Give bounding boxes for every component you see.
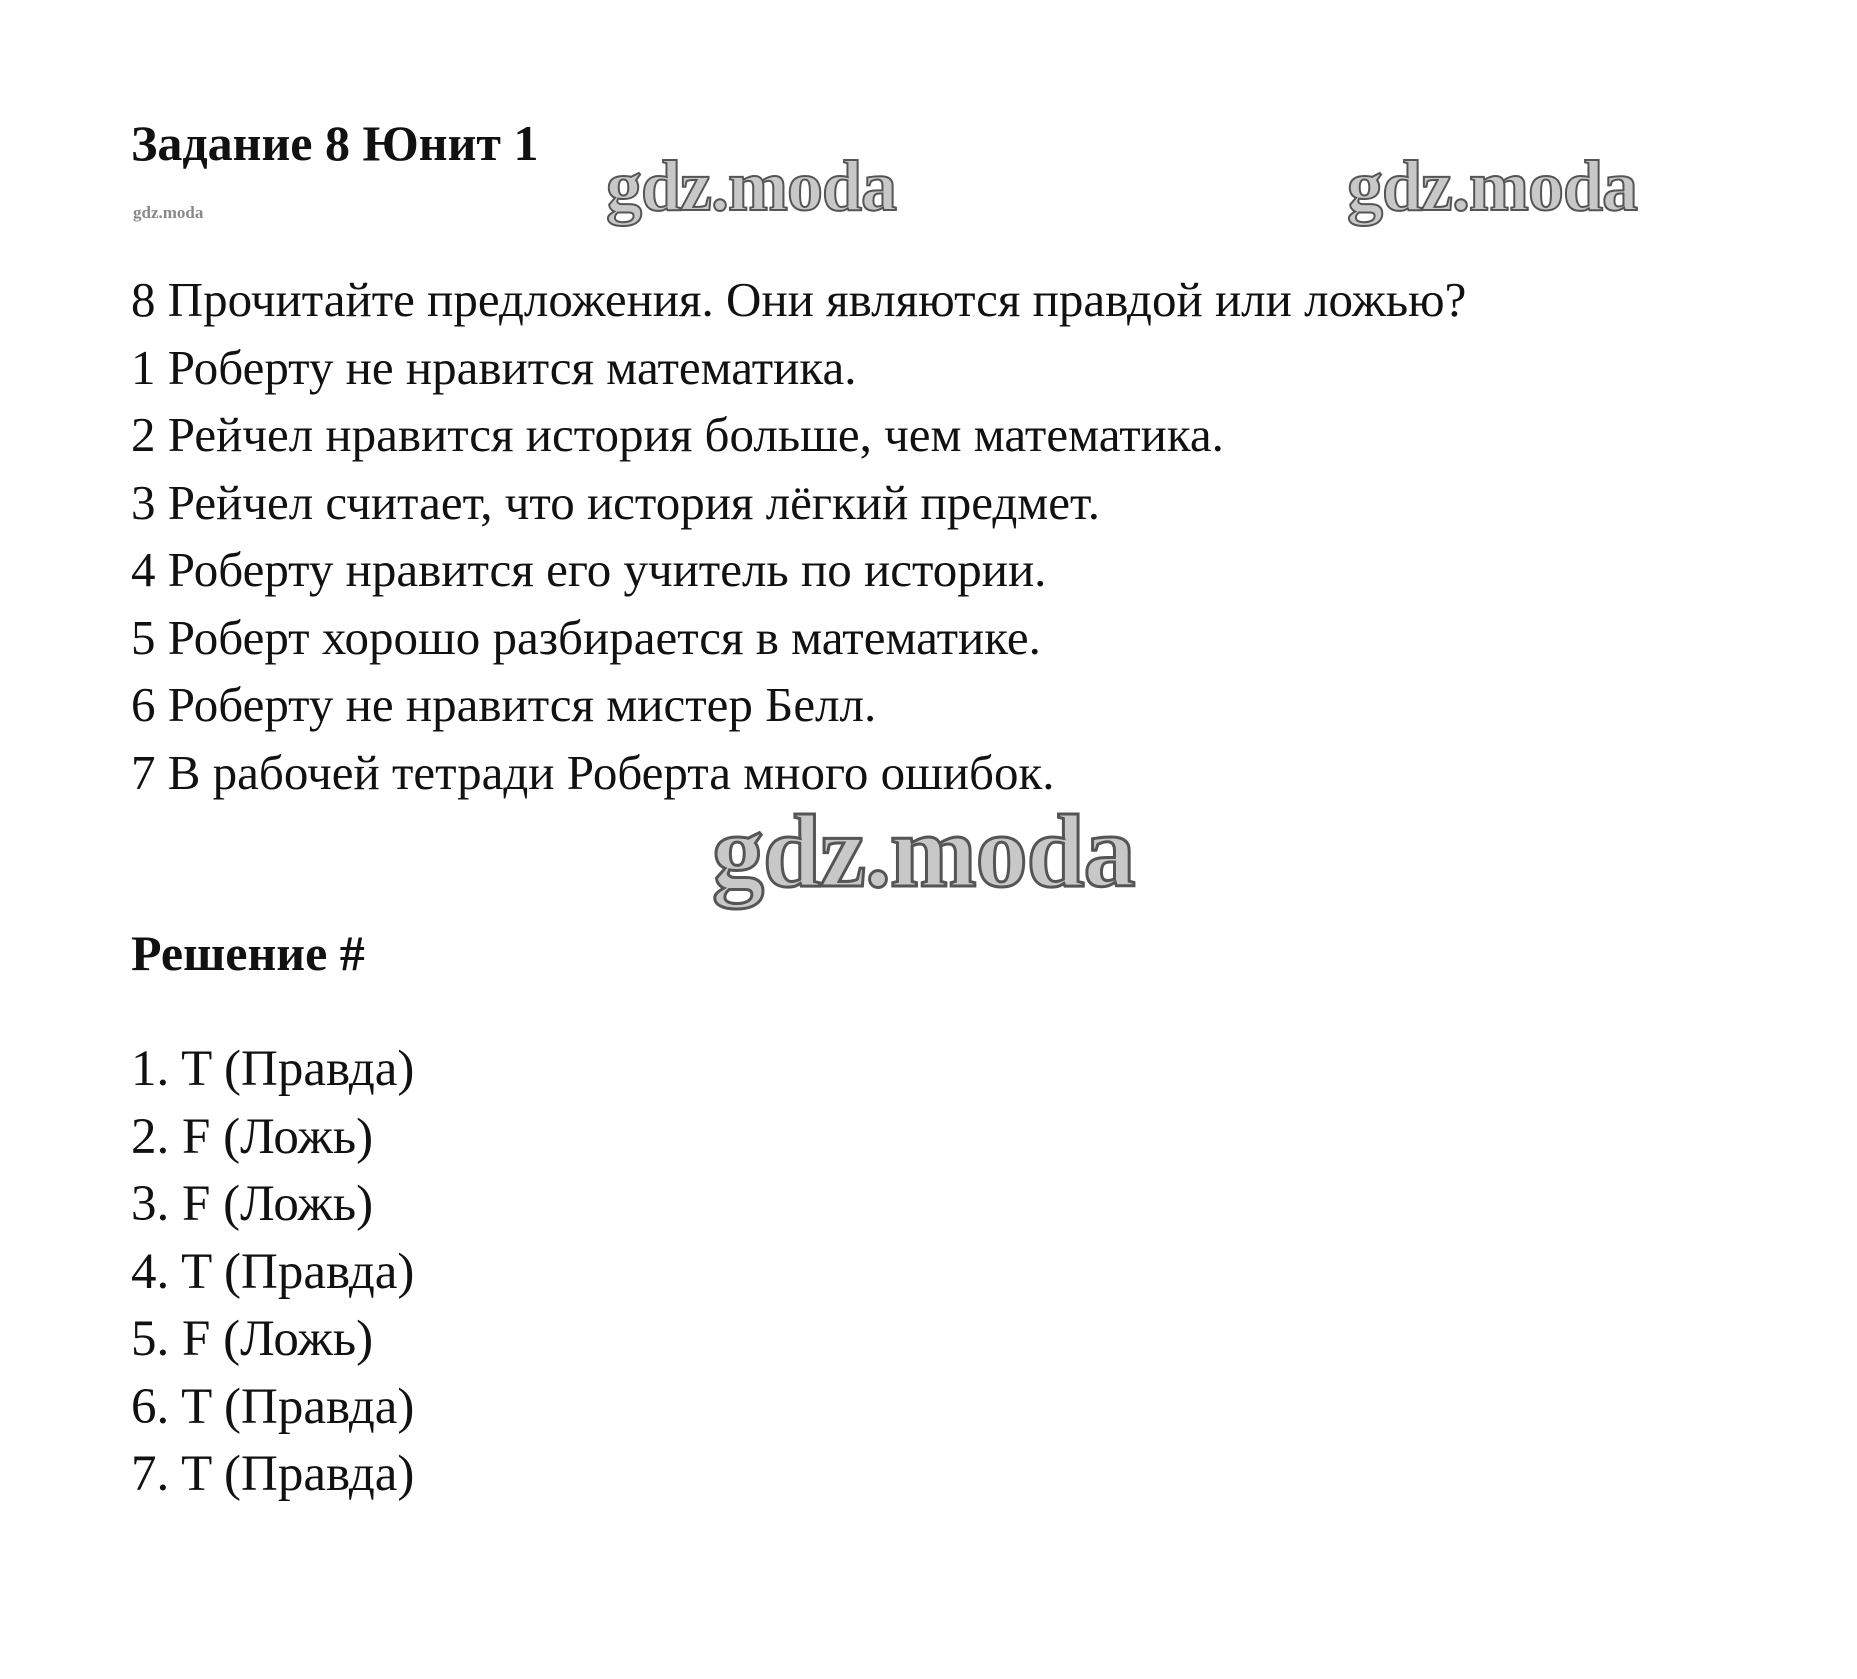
answer-item: 1. T (Правда) (131, 1041, 415, 1097)
watermark-center: gdz.moda (712, 794, 1135, 909)
small-watermark: gdz.moda (133, 203, 204, 222)
question-item: 1 Роберту не нравится математика. (131, 339, 857, 395)
question-item: 7 В рабочей тетради Роберта много ошибок. (131, 744, 1055, 800)
question-item: 3 Рейчел считает, что история лёгкий предмет. (131, 474, 1100, 530)
question-item: 6 Роберту не нравится мистер Белл. (131, 677, 877, 732)
solution-title: Решение # (131, 925, 365, 981)
question-item: 5 Роберт хорошо разбирается в математике. (131, 609, 1041, 665)
answer-item: 3. F (Ложь) (131, 1176, 374, 1232)
answer-item: 6. T (Правда) (131, 1378, 415, 1435)
watermark-top-right: gdz.moda (1347, 146, 1638, 226)
question-item: 4 Роберту нравится его учитель по истории. (131, 542, 1047, 597)
watermark-top-left: gdz.moda (606, 146, 897, 226)
page-title: Задание 8 Юнит 1 (131, 115, 539, 171)
answer-item: 7. T (Правда) (131, 1446, 415, 1502)
answer-item: 2. F (Ложь) (131, 1108, 374, 1165)
question-block (131, 266, 1466, 806)
answer-item: 5. F (Ложь) (131, 1311, 374, 1367)
answer-item: 4. T (Правда) (131, 1243, 415, 1300)
question-item: 2 Рейчел нравится история больше, чем математика. (131, 407, 1224, 462)
question-prompt: 8 Прочитайте предложения. Они являются правдой или ложью? (131, 272, 1467, 327)
answers-list (131, 1036, 414, 1509)
